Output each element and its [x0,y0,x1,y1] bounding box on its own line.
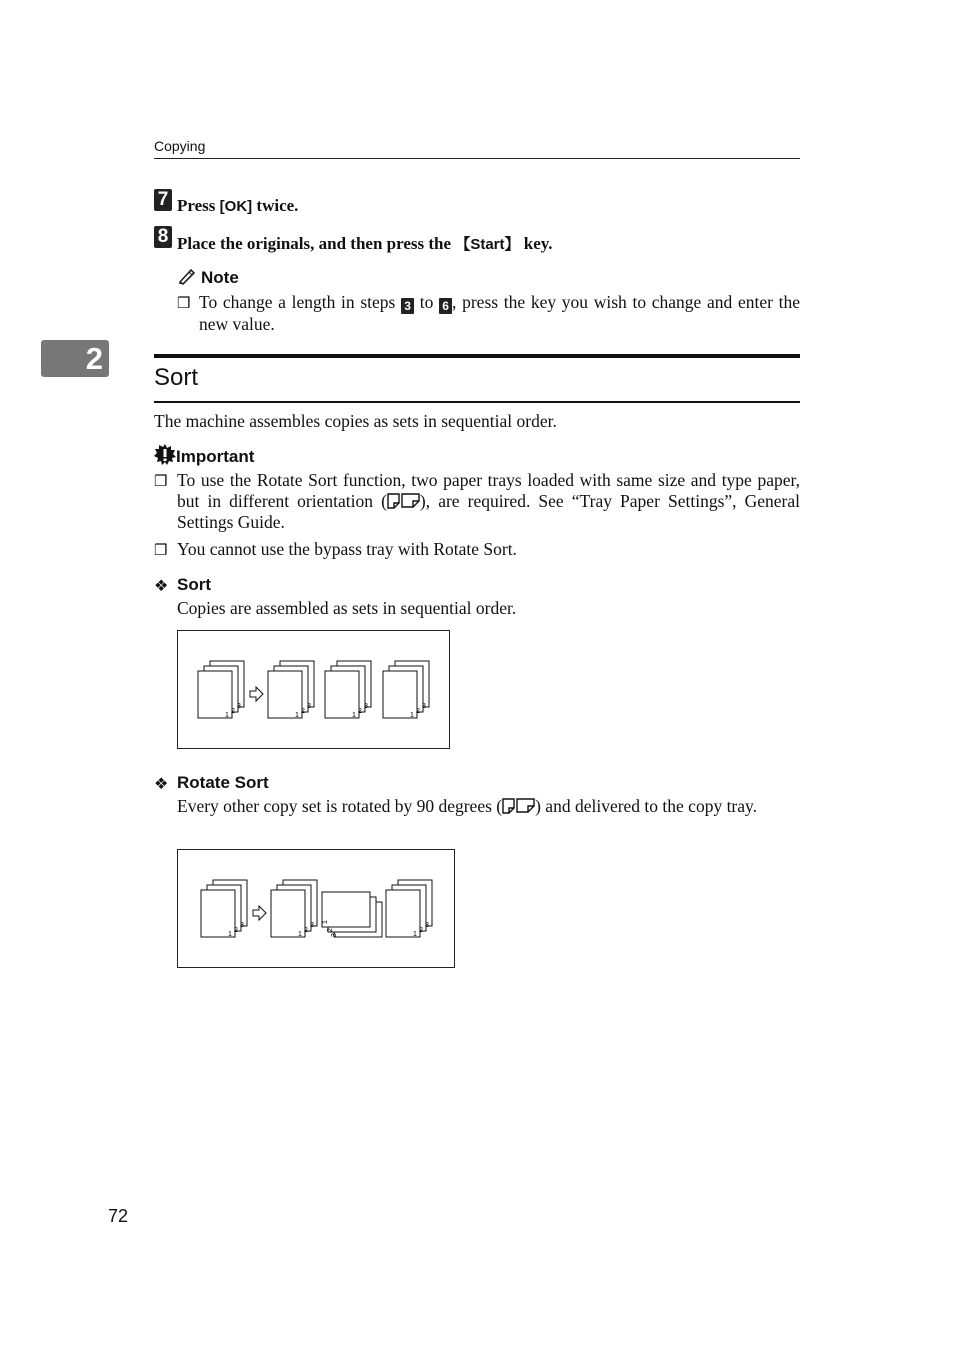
stack-original [198,661,244,719]
step-8-text [177,233,553,254]
svg-text:3: 3 [310,922,314,929]
svg-text:1: 1 [322,920,329,924]
svg-text:2: 2 [358,708,362,715]
checkbox-bullet-icon: ❒ [154,543,168,559]
checkbox-bullet-icon: ❒ [177,296,191,312]
step-number-8: 8 [154,226,172,248]
note-item: To change a length in steps 3 to 6 , press the key you wish to change and enter the new value. [199,292,800,334]
ok-key-label: [OK] [219,198,253,215]
rotate-sort-diagram [178,850,454,967]
step-3-icon: 3 [401,298,414,314]
svg-text:2: 2 [304,927,308,934]
svg-text:2: 2 [301,708,305,715]
rotate-sort-heading: Rotate Sort [177,773,269,792]
note-heading-text: Note [201,268,239,287]
diamond-bullet-icon: ❖ [154,776,169,793]
svg-text:1: 1 [295,712,299,719]
svg-text:1: 1 [352,712,356,719]
sort-diagram [178,631,449,748]
svg-text:1: 1 [413,931,417,938]
step-8-prefix: Place the originals, and then press the [177,234,456,253]
svg-text:3: 3 [307,703,311,710]
important-item-1: To use the Rotate Sort function, two paper trays loaded with same size and type paper, but in different orientation ( ), are required. See “Tray Paper Settings”, General Settings Guide. [177,470,800,532]
rotate-sort-figure [177,849,455,968]
svg-text:1: 1 [228,931,232,938]
step-8-suffix: key. [519,234,553,253]
arrow-right-icon [253,906,266,920]
stack-rotated [322,892,382,937]
sort-description: Copies are assembled as sets in sequential order. [177,598,517,618]
stack-copy-1 [268,661,314,719]
step-7-text [177,196,298,216]
svg-text:3: 3 [364,703,368,710]
section-top-rule [154,354,800,358]
svg-text:2: 2 [416,708,420,715]
note-heading [177,267,239,288]
svg-text:2: 2 [234,927,238,934]
section-intro: The machine assembles copies as sets in sequential order. [154,411,557,431]
step-6-icon: 6 [439,298,452,314]
step-7-suffix: twice. [252,196,299,215]
pencil-icon [177,267,197,285]
header-rule [154,158,800,159]
important-heading-text: Important [176,447,255,466]
svg-text:1: 1 [298,931,302,938]
important-burst-icon [154,444,176,466]
svg-text:1: 1 [410,712,414,719]
step-7-prefix: Press [177,196,220,215]
checkbox-bullet-icon: ❒ [154,474,168,490]
svg-text:1: 1 [225,712,229,719]
rotate-sort-description: Every other copy set is rotated by 90 degrees ( ) and delivered to the copy tray. [177,796,758,816]
svg-text:3: 3 [240,922,244,929]
landscape-paper-icon [516,798,535,813]
important-heading [154,444,254,467]
svg-text:3: 3 [425,922,429,929]
svg-text:2: 2 [419,927,423,934]
section-bottom-rule [154,401,800,403]
page-number: 72 [108,1206,129,1226]
portrait-paper-icon [387,493,401,509]
diamond-bullet-icon: ❖ [154,578,169,595]
landscape-paper-icon [401,493,420,508]
stack-copy-3 [383,661,429,719]
arrow-right-icon [250,687,263,701]
svg-text:3: 3 [331,933,338,937]
stack-copy-2 [325,661,371,719]
important-item-2: You cannot use the bypass tray with Rotate Sort. [177,539,517,559]
svg-text:3: 3 [422,703,426,710]
svg-text:2: 2 [231,708,235,715]
sort-heading: Sort [177,575,211,594]
svg-text:2: 2 [327,928,334,932]
portrait-paper-icon [502,798,516,814]
stack-copy-1 [271,880,317,938]
sort-figure [177,630,450,749]
svg-text:3: 3 [237,703,241,710]
section-title: Sort [154,364,199,391]
start-key-label: 【Start】 [455,236,520,253]
stack-original [201,880,247,938]
stack-copy-3 [386,880,432,938]
chapter-tab: 2 [41,340,109,377]
running-header: Copying [154,138,206,154]
step-number-7: 7 [154,189,172,211]
